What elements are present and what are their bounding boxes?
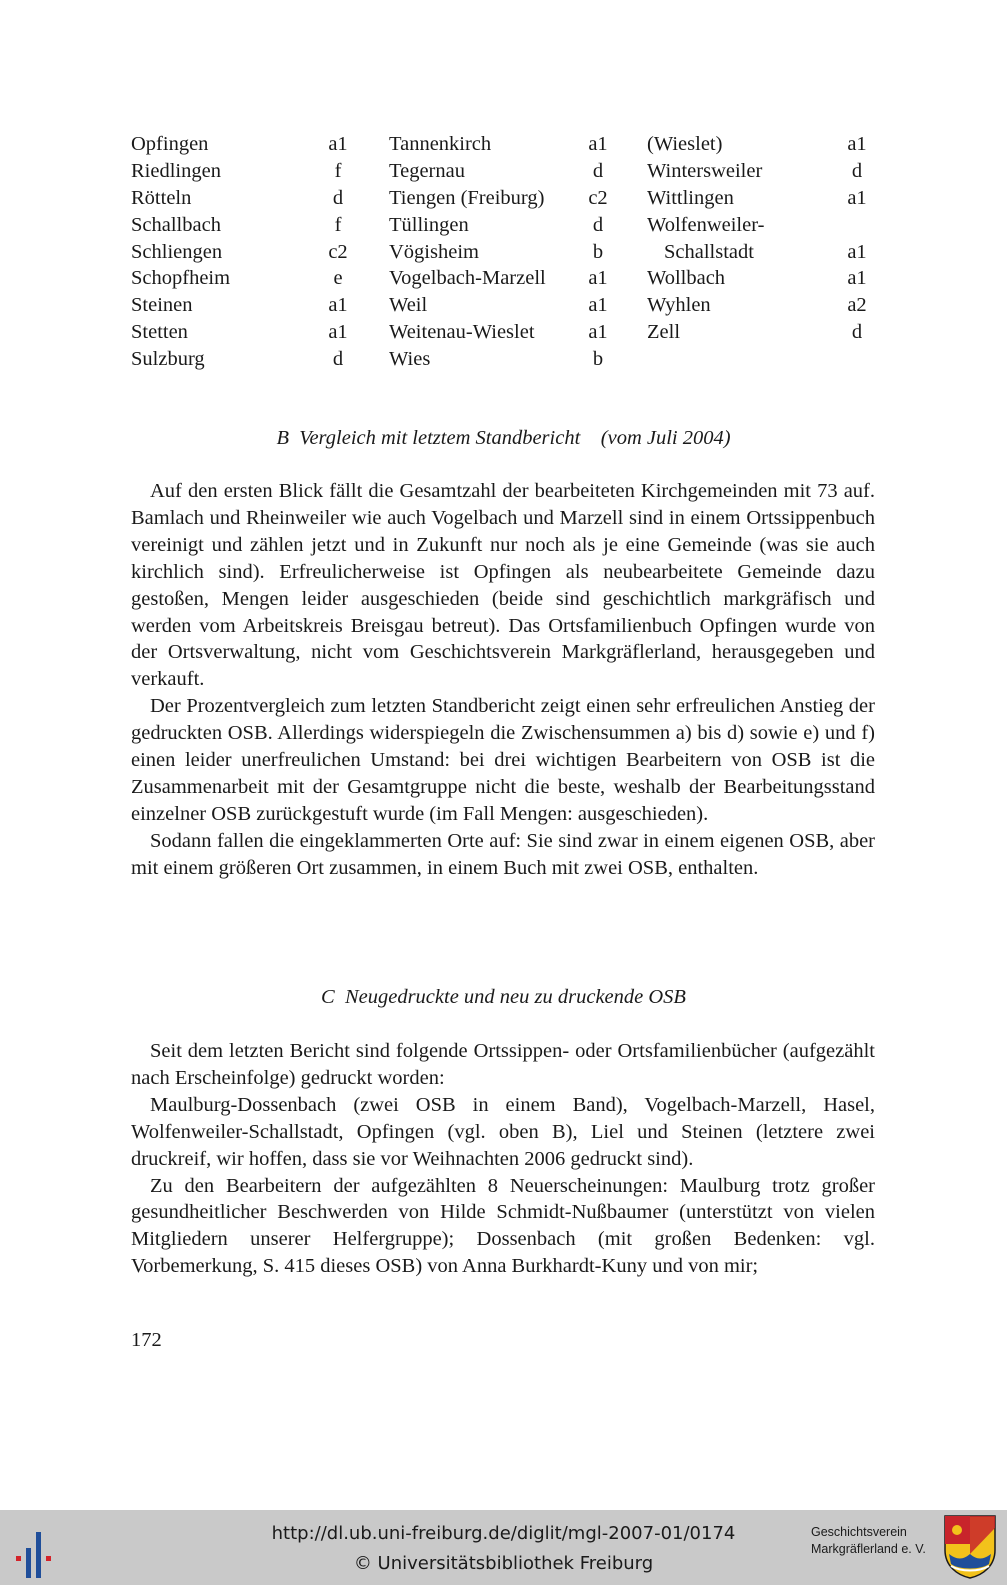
place-name: Wintersweiler — [647, 159, 763, 182]
place-name: Weitenau-Wieslet — [389, 321, 535, 344]
paragraph: Sodann fallen die eingeklammerten Orte auf: Sie sind zwar in einem eigenen OSB, aber mit einem größeren Ort zusammen, in einem Buch mit zwei OSB, enthalten. — [131, 829, 875, 879]
place-name: Rötteln — [131, 186, 192, 209]
place-code: b — [592, 240, 604, 263]
place-name: Zell — [647, 321, 681, 344]
place-name: Weil — [389, 294, 428, 317]
place-row — [131, 265, 351, 292]
place-name: Tüllingen — [389, 213, 469, 236]
place-name: (Wieslet) — [647, 133, 723, 155]
place-row — [131, 239, 351, 266]
place-name: Vögisheim — [389, 240, 479, 263]
place-name: Vogelbach-Marzell — [389, 267, 546, 290]
place-name: Opfingen — [131, 133, 209, 155]
place-name: Schliengen — [131, 240, 223, 263]
place-code: d — [592, 159, 604, 182]
place-row — [647, 265, 870, 292]
place-name: Schallbach — [131, 213, 221, 236]
society-name — [811, 1524, 939, 1558]
paragraph: Zu den Bearbeitern der aufgezählten 8 Neuerscheinungen: Maulburg trotz großer gesundheitlicher Beschwerden von Hilde Schmidt-Nußbaumer (unterstützt von vielen Mitgliedern unserer Helfergruppe); Dossenbach (mit großen Bedenken: vgl. Vorbemerkung, S. 415 dieses OSB) von Anna Burkhardt-Kuny und von mir; — [131, 1174, 875, 1278]
place-code: a1 — [847, 186, 867, 209]
place-row — [647, 319, 870, 346]
place-code: c2 — [328, 240, 348, 263]
place-code: a1 — [588, 294, 608, 317]
place-row — [131, 319, 351, 346]
place-row — [389, 319, 611, 346]
place-row — [131, 158, 351, 185]
place-row — [389, 292, 611, 319]
place-row — [389, 346, 611, 373]
paragraph: Auf den ersten Blick fällt die Gesamtzahl der bearbeiteten Kirchgemeinden mit 73 auf. Bamlach und Rheinweiler wie auch Vogelbach und Marzell sind in einem Ortssippenbuch vereinigt und zählen jetzt und in Zukunft nur noch als je eine Gemeinde (was sie auch kirchlich sind). Erfreulicherweise ist Opfingen als neubearbeitete Gemeinde dazu gestoßen, Mengen leider ausgeschieden (beide sind geschichtlich markgräfisch und werden vom Arbeitskreis Breisgau betreut). Das Ortsfamilienbuch Opfingen wurde von der Ortsverwaltung, nicht vom Geschichtsvere​in Markgräflerland, herausgegeben und verkauft. — [131, 480, 875, 691]
place-code: d — [851, 159, 863, 182]
place-row — [389, 265, 611, 292]
place-row — [647, 185, 870, 212]
place-row — [647, 292, 870, 319]
place-name: Schopfheim — [131, 267, 231, 290]
place-name: Riedlingen — [131, 159, 221, 182]
place-row — [647, 239, 870, 266]
place-code: f — [334, 159, 342, 182]
place-code: d — [332, 348, 344, 371]
place-name: Wies — [389, 348, 431, 371]
place-code: a1 — [847, 133, 867, 155]
place-code: a1 — [588, 321, 608, 344]
place-name: Wolfenweiler- — [647, 213, 765, 236]
place-code: d — [332, 186, 344, 209]
place-name: Tannenkirch — [389, 133, 492, 155]
place-row — [389, 158, 611, 185]
paragraph: Seit dem letzten Bericht sind folgende Ortssippen- oder Ortsfamilienbücher (aufgezählt nach Erscheinfolge) gedruckt worden: — [131, 1040, 875, 1089]
coat-of-arms-icon — [943, 1514, 997, 1580]
place-code: d — [592, 213, 604, 236]
place-column-1 — [131, 131, 351, 373]
place-name: Wyhlen — [647, 294, 711, 317]
place-column-2 — [389, 131, 611, 373]
place-row — [131, 212, 351, 239]
place-code: d — [851, 321, 863, 344]
section-c-heading: C Neugedruckte und neu zu druckende OSB — [321, 986, 686, 1008]
place-name: Sulzburg — [131, 348, 205, 371]
place-name: Schallstadt — [664, 240, 754, 263]
place-code: a1 — [328, 294, 348, 317]
place-row — [389, 239, 611, 266]
place-row — [389, 212, 611, 239]
place-name: Wittlingen — [647, 186, 734, 209]
place-row — [131, 131, 351, 158]
place-code: a1 — [328, 133, 348, 155]
place-code: a1 — [328, 321, 348, 344]
place-row — [389, 185, 611, 212]
place-row — [647, 158, 870, 185]
place-name: Wollbach — [647, 267, 726, 290]
place-row — [131, 346, 351, 373]
society-line-1: Geschichtsverein — [811, 1525, 907, 1539]
paragraph: Maulburg-Dossenbach (zwei OSB in einem Band), Vogelbach-Marzell, Hasel, Wolfenweiler-Schallstadt, Opfingen (vgl. oben B), Liel und Steinen (letztere zwei druckreif, wir hoffen, dass sie vor Weihnachten 2006 gedruckt sind). — [131, 1093, 875, 1170]
section-b-body — [131, 478, 875, 882]
place-name: Steinen — [131, 294, 193, 317]
place-row — [389, 131, 611, 158]
place-code: a1 — [588, 267, 608, 290]
place-column-3 — [647, 131, 870, 346]
place-row — [647, 131, 870, 158]
section-c-body — [131, 1038, 875, 1280]
page-number: 172 — [131, 1329, 162, 1351]
place-code: a1 — [588, 133, 608, 155]
copyright-text: © Universitätsbibliothek Freiburg — [353, 1553, 654, 1574]
place-row — [131, 292, 351, 319]
place-name: Stetten — [131, 321, 188, 344]
place-code: b — [592, 348, 604, 371]
place-row — [131, 185, 351, 212]
place-row — [647, 212, 870, 239]
place-code: e — [333, 267, 343, 290]
society-line-2: Markgräflerland e. V. — [811, 1542, 926, 1556]
place-code: a1 — [847, 267, 867, 290]
section-b-heading: B Vergleich mit letztem Standbericht (vom Juli 2004) — [276, 427, 731, 449]
document-url-link[interactable]: http://dl.ub.uni-freiburg.de/diglit/mgl-2007-01/0174 — [271, 1523, 736, 1544]
place-code: a1 — [847, 240, 867, 263]
place-name: Tegernau — [389, 159, 465, 182]
place-name: Tiengen (Freiburg) — [389, 186, 545, 209]
paragraph: Der Prozentvergleich zum letzten Standbericht zeigt einen sehr erfreulichen Anstieg der gedruckten OSB. Allerdings widerspiegeln die Zwischensummen a) bis d) sowie e) und f) einen leider unerfreulichen Umstand: bei drei wichtigen Bearbeitern von OSB ist die Zusammenarbeit mit der Gesamtgruppe nicht die beste, weshalb der Bearbeitungsstand einzelner OSB zurückgestuft wurde (im Fall Mengen: ausgeschieden). — [131, 695, 875, 825]
place-code: c2 — [588, 186, 608, 209]
place-code: f — [334, 213, 342, 236]
place-code: a2 — [847, 294, 867, 317]
